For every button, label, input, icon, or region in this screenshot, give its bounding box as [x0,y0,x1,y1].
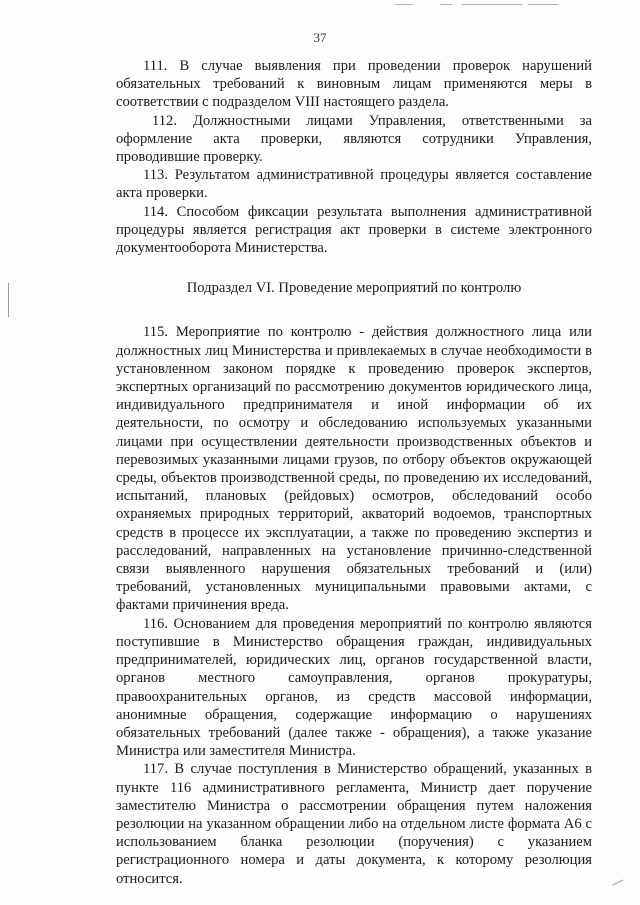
scan-artifact [528,4,558,5]
scan-artifact [8,283,9,317]
scan-artifact [612,880,623,886]
paragraph-114: 114. Способом фиксации результата выполнения административной процедуры является регистрация акт проверки в системе электронного документооборота Министерства. [116,203,592,257]
scan-artifact [440,4,452,5]
section-heading: Подраздел VI. Проведение мероприятий по контролю [186,280,522,297]
paragraph-117: 117. В случае поступления в Министерство обращений, указанных в пункте 116 административного регламента, Министр дает поручение заместителю Министра о рассмотрении обращения путем наложения резолюции на указанном обращении либо на отдельном листе формата А6 с использованием бланка резолюции (поручения) с указанием регистрационного номера и даты документа, к которому резолюция относится. [116,761,592,887]
page-number: 37 [313,30,327,45]
paragraph-112: 112. Должностными лицами Управления, ответственными за оформление акта проверки, являются сотрудники Управления, проводившие проверку. [116,112,592,166]
paragraph-115: 115. Мероприятие по контролю - действия должностного лица или должностных лиц Министерства и привлекаемых в случае необходимости в установленном законом порядке к проведению проверок экспертов, экспертных организаций по рассмотрению документов юридического лица, индивидуального предпринимателя и иной информации об их деятельности, по осмотру и обследованию используемых указанными лицами при осуществлении деятельности производственных объектов и перевозимых указанными лицами грузов, по отбору объектов окружающей среды, объектов производственной среды, по проведению их исследований, испытаний, плановых (рейдовых) осмотров, обследований особо охраняемых природных территорий, акваторий водоемов, транспортных средств в процессе их эксплуатации, а также по проведению экспертиз и расследований, направленных на установление причинно-следственной связи выявленного нарушения обязательных требований и (или) требований, установленных муниципальными правовыми актами, с фактами причинения вреда. [116,324,592,614]
scan-artifact [462,4,522,5]
paragraph-113: 113. Результатом административной процедуры является составление акта проверки. [116,167,592,202]
paragraph-116: 116. Основанием для проведения мероприятий по контролю являются поступившие в Министерство обращения граждан, индивидуальных предпринимателей, юридических лиц, органов государственной власти, органов местного самоуправления, органов прокуратуры, правоохранительных органов, из средств массовой информации, анонимные обращения, содержащие информацию о нарушениях обязательных требований (далее также - обращения), а также указание Министра или заместителя Министра. [116,615,592,760]
scan-artifact [395,4,413,5]
document-body [116,57,592,888]
paragraph-111: 111. В случае выявления при проведении проверок нарушений обязательных требований к виновным лицам применяются меры в соответствии с подразделом VIII настоящего раздела. [116,58,592,111]
